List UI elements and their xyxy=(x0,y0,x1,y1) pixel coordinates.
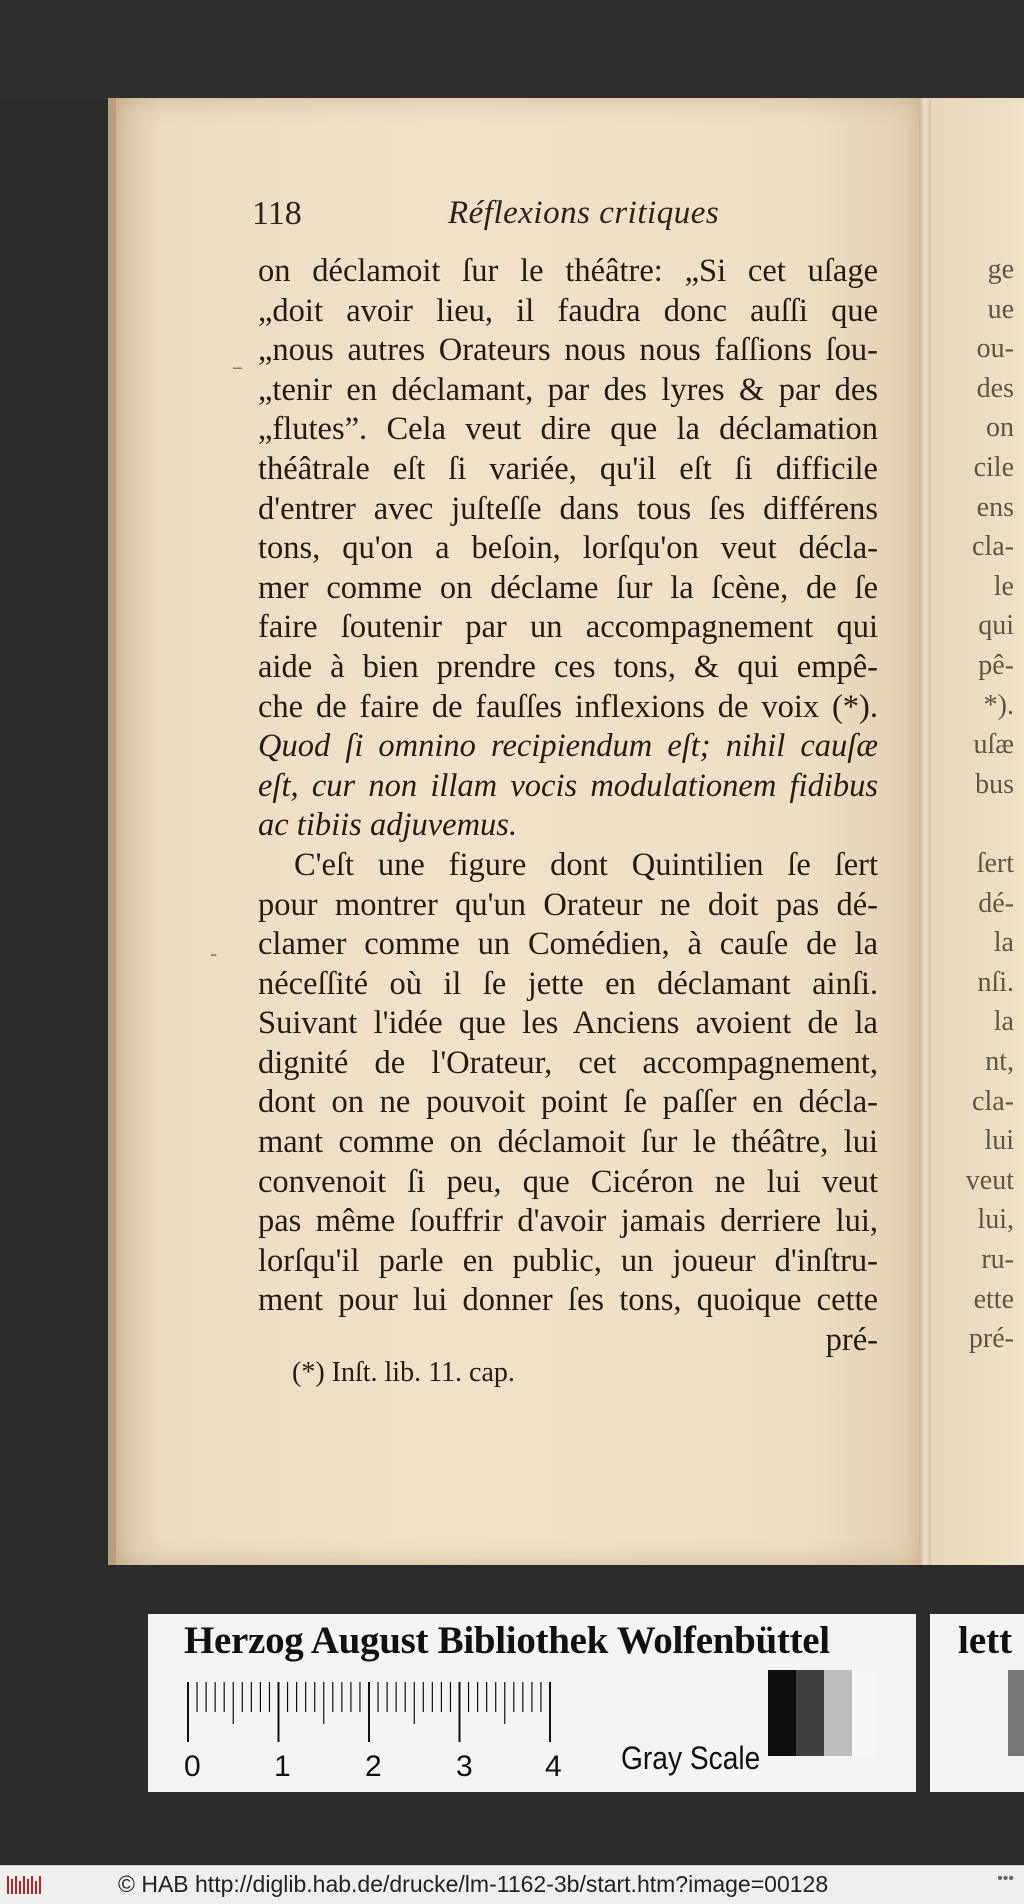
next-page-text: nſi. xyxy=(977,966,1014,998)
next-page-text: la xyxy=(993,927,1014,959)
next-page-text: ette xyxy=(973,1283,1014,1315)
text-line: pas même ſouffrir d'avoir jamais derriere lui, xyxy=(258,1203,878,1240)
more-icon: ••• xyxy=(997,1870,1014,1887)
scan-top-band xyxy=(0,0,1024,100)
copyright-url[interactable]: © HAB http://diglib.hab.de/drucke/lm-1162-3b/start.htm?image=00128 xyxy=(118,1871,829,1897)
gray-swatch-black xyxy=(768,1670,796,1756)
next-page-text: veut xyxy=(965,1164,1014,1196)
margin-mark: – xyxy=(232,355,243,380)
text-line: lorſqu'il parle en public, un joueur d'inſtru- xyxy=(258,1242,878,1279)
next-page-text: dé- xyxy=(978,887,1014,919)
next-page-fragment xyxy=(931,98,1024,1565)
text-line: mer comme on déclame ſur la ſcène, de ſe xyxy=(258,569,878,606)
text-line: ac tibiis adjuvemus. xyxy=(258,807,518,844)
next-page-text: ou- xyxy=(976,333,1014,365)
next-page-text: ge xyxy=(987,254,1014,285)
text-line: théâtrale eſt ſi variée, qu'il eſt ſi difficile xyxy=(258,450,878,487)
text-line: convenoit ſi peu, que Cicéron ne lui veut xyxy=(258,1163,878,1200)
next-page-text: cla- xyxy=(972,531,1014,563)
next-page-text: lui, xyxy=(977,1204,1014,1236)
page-gutter xyxy=(919,98,931,1565)
next-page-text: lui xyxy=(984,1125,1014,1157)
scale-number: 3 xyxy=(456,1750,473,1783)
next-page-text: uſæ xyxy=(973,729,1014,761)
scale-number: 1 xyxy=(274,1750,291,1783)
next-page-text: pê- xyxy=(978,650,1014,681)
next-page-text: *). xyxy=(983,689,1014,721)
body-text xyxy=(258,252,878,1361)
text-line: tons, qu'on a beſoin, lorſqu'on veut décla- xyxy=(258,530,878,567)
text-line: dont on ne pouvoit point ſe paſſer en décla- xyxy=(258,1084,878,1121)
text-line: Quod ſi omnino recipiendum eſt; nihil cauſæ xyxy=(258,728,878,765)
library-color-card-partial xyxy=(930,1614,1024,1792)
next-page-text: ru- xyxy=(981,1244,1014,1275)
page-header xyxy=(140,195,780,240)
next-page-text: ſert xyxy=(976,848,1014,879)
text-line: ment pour lui donner ſes tons, quoique cette xyxy=(258,1282,878,1319)
next-page-text: on xyxy=(986,412,1014,444)
next-page-text: qui xyxy=(978,610,1014,642)
scale-number: 4 xyxy=(545,1750,562,1783)
next-page-text: cla- xyxy=(972,1085,1014,1117)
running-head: Réflexions critiques xyxy=(448,195,720,231)
library-name-partial: lett xyxy=(958,1619,1013,1662)
gray-swatch-white xyxy=(852,1670,876,1756)
next-page-text: bus xyxy=(975,768,1014,800)
text-line: faire ſoutenir par un accompagnement qui xyxy=(258,609,878,646)
gray-swatch-light xyxy=(824,1670,852,1756)
text-line: „nous autres Orateurs nous nous faſſions ſou- xyxy=(258,332,878,369)
text-line: che de faire de fauſſes inflexions de voix (*). xyxy=(258,688,878,725)
text-line: Suivant l'idée que les Anciens avoient de la xyxy=(258,1005,878,1042)
scale-ruler xyxy=(184,1682,761,1792)
next-page-text: ue xyxy=(987,293,1014,325)
text-line: eſt, cur non illam vocis modulationem fidibus xyxy=(258,767,878,804)
text-line: C'eſt une figure dont Quintilien ſe ſert xyxy=(294,846,878,883)
next-page-text: la xyxy=(993,1006,1014,1038)
hab-logo-icon xyxy=(6,1873,44,1897)
text-line: pour montrer qu'un Orateur ne doit pas dé- xyxy=(258,886,878,923)
page-edge xyxy=(108,98,116,1565)
status-bar xyxy=(0,1865,1024,1904)
text-line: clamer comme un Comédien, à cauſe de la xyxy=(258,926,878,963)
text-line: aide à bien prendre ces tons, & qui empê- xyxy=(258,648,878,685)
next-page-text: pré- xyxy=(968,1323,1014,1355)
gray-scale-label: Gray Scale xyxy=(621,1740,761,1776)
page-number: 118 xyxy=(252,195,302,232)
library-color-card xyxy=(148,1614,916,1792)
scale-number: 0 xyxy=(184,1750,201,1783)
next-page-text: nt, xyxy=(985,1046,1014,1077)
text-line: dignité de l'Orateur, cet accompagnement, xyxy=(258,1044,878,1081)
text-line: „doit avoir lieu, il faudra donc auſſi que xyxy=(258,292,878,329)
text-line: on déclamoit ſur le théâtre: „Si cet uſage xyxy=(258,253,878,289)
gray-swatch-dark xyxy=(796,1670,824,1756)
scale-number: 2 xyxy=(365,1750,382,1783)
next-page-text: ens xyxy=(976,491,1014,523)
text-line: mant comme on déclamoit ſur le théâtre, lui xyxy=(258,1124,878,1161)
gray-swatch-partial xyxy=(1008,1670,1024,1756)
text-line: néceſſité où il ſe jette en déclamant ainſi. xyxy=(258,965,878,1002)
text-line: „tenir en déclamant, par des lyres & par des xyxy=(258,371,878,408)
margin-mark: - xyxy=(210,942,218,967)
next-page-text: le xyxy=(993,570,1014,602)
next-page-text: cile xyxy=(973,452,1014,483)
library-name: Herzog August Bibliothek Wolfenbüttel xyxy=(184,1619,830,1662)
text-line: „flutes”. Cela veut dire que la déclamation xyxy=(258,411,878,448)
next-page-text: des xyxy=(976,372,1014,404)
text-line: pré- xyxy=(825,1322,878,1359)
footnote: (*) Inſt. lib. 11. cap. xyxy=(292,1357,515,1388)
text-line: d'entrer avec juſteſſe dans tous ſes différens xyxy=(258,490,878,527)
